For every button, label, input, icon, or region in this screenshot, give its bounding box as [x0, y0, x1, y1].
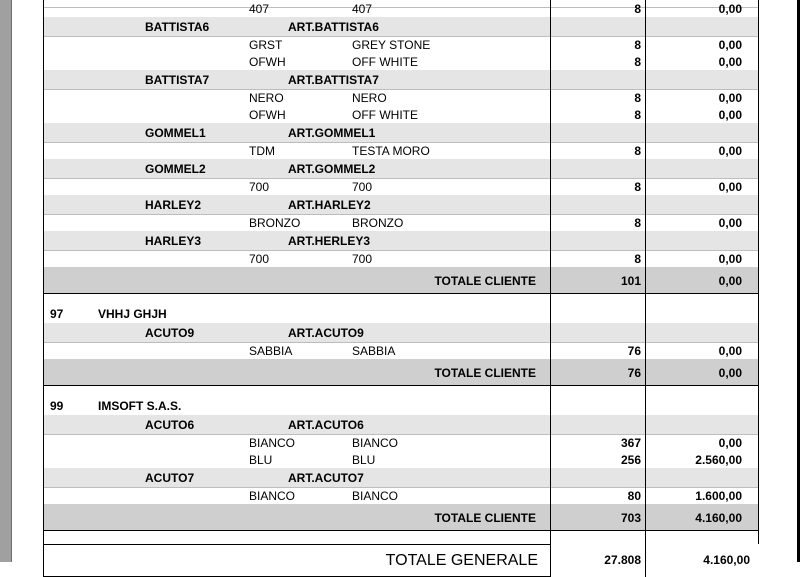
amount-value: 0,00: [718, 252, 742, 266]
variant-description: 407: [352, 2, 373, 16]
row-divider: [43, 434, 758, 435]
article-code: GOMMEL2: [145, 162, 206, 176]
variant-code: BIANCO: [249, 489, 296, 503]
client-total-qty: 101: [620, 274, 641, 288]
quantity-value: 8: [634, 108, 641, 122]
article-name: ART.GOMMEL1: [288, 126, 376, 140]
client-total-qty: 703: [620, 511, 641, 525]
article-code: GOMMEL1: [145, 126, 206, 140]
row-divider: [43, 36, 758, 37]
client-total-qty: 76: [627, 366, 641, 380]
row-divider: [43, 7, 758, 8]
table-left-border: [43, 0, 44, 577]
amount-value: 0,00: [718, 344, 742, 358]
quantity-value: 80: [627, 489, 641, 503]
article-name: ART.GOMMEL2: [288, 162, 376, 176]
client-total-amount: 4.160,00: [695, 511, 742, 525]
amount-value: 0,00: [718, 38, 742, 52]
amount-value: 1.600,00: [695, 489, 742, 503]
table-right-border: [758, 0, 759, 544]
variant-description: OFF WHITE: [352, 55, 418, 69]
grand-total-qty: 27.808: [604, 553, 641, 567]
client-total-label: TOTALE CLIENTE: [434, 511, 536, 525]
row-divider: [43, 293, 758, 294]
grand-total-amount: 4.160,00: [703, 553, 750, 567]
article-name: ART.HARLEY2: [288, 198, 371, 212]
article-code: ACUTO9: [145, 326, 195, 340]
quantity-value: 8: [634, 38, 641, 52]
article-code: BATTISTA7: [145, 73, 210, 87]
variant-description: BIANCO: [352, 489, 399, 503]
variant-code: BRONZO: [249, 216, 301, 230]
amount-value: 0,00: [718, 144, 742, 158]
variant-description: OFF WHITE: [352, 108, 418, 122]
row-divider: [43, 487, 758, 488]
row-divider: [43, 342, 758, 343]
variant-description: BIANCO: [352, 436, 399, 450]
row-divider: [43, 214, 758, 215]
article-code: BATTISTA6: [145, 20, 210, 34]
client-total-label: TOTALE CLIENTE: [434, 274, 536, 288]
quantity-value: 256: [620, 453, 641, 467]
row-divider: [43, 385, 758, 386]
variant-code: SABBIA: [249, 344, 293, 358]
row-divider: [43, 250, 758, 251]
variant-code: NERO: [249, 91, 284, 105]
variant-description: 700: [352, 180, 373, 194]
quantity-value: 8: [634, 216, 641, 230]
article-name: ART.ACUTO7: [288, 471, 364, 485]
variant-description: 700: [352, 252, 373, 266]
client-total-label: TOTALE CLIENTE: [434, 366, 536, 380]
quantity-value: 76: [627, 344, 641, 358]
article-code: HARLEY2: [145, 198, 202, 212]
row-divider: [43, 530, 758, 531]
article-code: HARLEY3: [145, 234, 202, 248]
amount-value: 0,00: [718, 216, 742, 230]
client-name: IMSOFT S.A.S.: [98, 399, 182, 413]
variant-code: 700: [249, 252, 270, 266]
client-total-amount: 0,00: [718, 366, 742, 380]
variant-code: BIANCO: [249, 436, 296, 450]
variant-code: TDM: [249, 144, 275, 158]
variant-code: 700: [249, 180, 270, 194]
quantity-value: 8: [634, 91, 641, 105]
quantity-value: 8: [634, 2, 641, 16]
qty-column-border: [550, 0, 551, 577]
variant-code: OFWH: [249, 108, 286, 122]
amount-column-border: [645, 0, 646, 577]
article-code: ACUTO6: [145, 418, 195, 432]
variant-description: TESTA MORO: [352, 144, 430, 158]
client-total-amount: 0,00: [718, 274, 742, 288]
variant-description: NERO: [352, 91, 387, 105]
row-divider: [43, 544, 550, 545]
variant-code: BLU: [249, 453, 273, 467]
article-name: ART.BATTISTA6: [288, 20, 379, 34]
quantity-value: 8: [634, 144, 641, 158]
variant-description: SABBIA: [352, 344, 396, 358]
quantity-value: 8: [634, 180, 641, 194]
quantity-value: 367: [620, 436, 641, 450]
row-divider: [43, 178, 758, 179]
article-name: ART.ACUTO9: [288, 326, 364, 340]
variant-code: OFWH: [249, 55, 286, 69]
amount-value: 0,00: [718, 180, 742, 194]
row-divider: [43, 89, 758, 90]
amount-value: 0,00: [718, 91, 742, 105]
article-code: ACUTO7: [145, 471, 195, 485]
article-name: ART.HERLEY3: [288, 234, 371, 248]
row-divider: [43, 142, 758, 143]
quantity-value: 8: [634, 55, 641, 69]
amount-value: 2.560,00: [695, 453, 742, 467]
amount-value: 0,00: [718, 2, 742, 16]
variant-code: 407: [249, 2, 270, 16]
amount-value: 0,00: [718, 436, 742, 450]
client-name: VHHJ GHJH: [98, 307, 167, 321]
variant-description: GREY STONE: [352, 38, 431, 52]
variant-description: BLU: [352, 453, 376, 467]
grand-total-label: TOTALE GENERALE: [385, 552, 538, 569]
quantity-value: 8: [634, 252, 641, 266]
client-number: 99: [50, 399, 64, 413]
article-name: ART.ACUTO6: [288, 418, 364, 432]
article-name: ART.BATTISTA7: [288, 73, 379, 87]
amount-value: 0,00: [718, 108, 742, 122]
variant-code: GRST: [249, 38, 283, 52]
variant-description: BRONZO: [352, 216, 404, 230]
client-number: 97: [50, 307, 64, 321]
amount-value: 0,00: [718, 55, 742, 69]
